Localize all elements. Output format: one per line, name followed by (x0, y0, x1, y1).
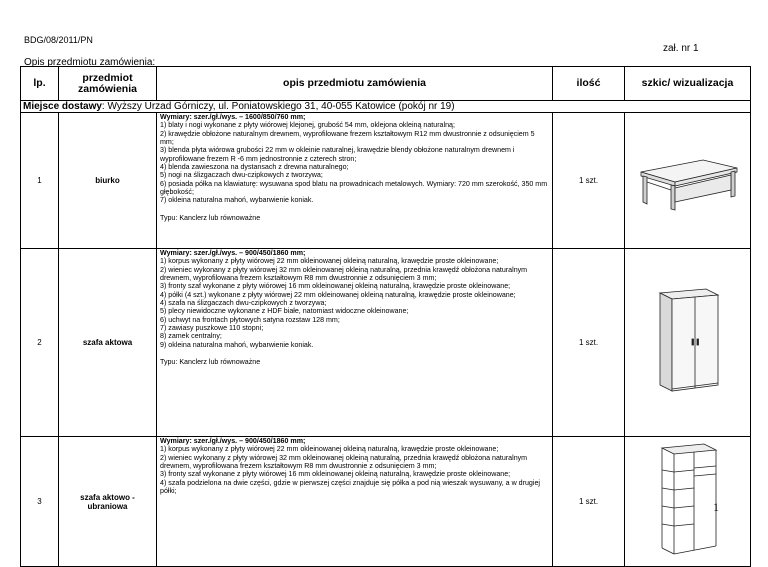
dimensions: Wymiary: szer./gł./wys. – 1600/850/760 mm; (160, 113, 306, 121)
dimensions: Wymiary: szer./gł./wys. – 900/450/1860 mm; (160, 249, 306, 257)
spec-line: 1) korpus wykonany z płyty wiórowej 22 mm okleinowanej okleiną naturalną, krawędzie proste okleinowane; (160, 445, 499, 454)
header-quantity: ilość (553, 67, 625, 101)
spec-line: 2) wieniec wykonany z płyty wiórowej 32 mm okleinowanej okleiną naturalną, przednia krawędź obłożona naturalnym drewnem, wyprofilowana frezem kształtowym R8 mm dwustronnie z odsunięciem 3 mm; (160, 453, 528, 471)
delivery-place (21, 101, 751, 113)
item-description (157, 249, 553, 437)
spec-line: 6) uchwyt na frontach płytowych satyna rozstaw 128 mm; (160, 315, 340, 324)
row-number: 2 (21, 249, 59, 437)
spec-line: 1) korpus wykonany z płyty wiórowej 22 mm okleinowanej okleiną naturalną, krawędzie proste okleinowane; (160, 257, 499, 266)
delivery-address: : Wyższy Urzad Górniczy, ul. Poniatowskiego 31, 40-055 Katowice (pokój nr 19) (101, 101, 455, 112)
cabinet-sketch-icon (648, 285, 728, 395)
spec-line: 4) szafa podzielona na dwie części, gdzie w pierwszej części znajduje się półka a pod nią wieszak wysuwany, a w drugiej półki; (160, 478, 540, 496)
spec-line: 5) nogi na ślizgaczach dwu-czipkowych z tworzywa; (160, 171, 323, 180)
spec-line: 3) blenda płyta wiórowa grubości 22 mm w okleinie naturalnej, krawędzie blendy obłożone naturalnym drewnem i wyprofilowane frezem R -6 mm jednostronnie z czterech stron; (160, 146, 515, 163)
document-code: BDG/08/2011/PN (24, 35, 93, 45)
spec-line: 5) plecy niewidoczne wykonane z HDF białe, natomiast widoczne okleinowane; (160, 307, 409, 316)
delivery-row (21, 101, 751, 113)
spec-line: 3) fronty szaf wykonane z płyty wiórowej 16 mm okleinowanej okleiną naturalną, krawędzie proste okleinowane; (160, 470, 511, 479)
item-name: szafa aktowa (59, 249, 157, 437)
sketch-cell (625, 437, 751, 567)
spec-line: 8) zamek centralny; (160, 332, 222, 341)
item-description (157, 113, 553, 249)
row-number: 3 (21, 437, 59, 567)
spec-line: 4) blenda zawieszona na dystansach z drewna naturalnego; (160, 163, 349, 172)
item-description (157, 437, 553, 567)
type-note: Typu: Kanclerz lub równoważne (160, 213, 261, 222)
item-name: biurko (59, 113, 157, 249)
quantity: 1 szt. (553, 249, 625, 437)
spec-line: 7) okleina naturalna mahoń, wybarwienie koniak. (160, 196, 314, 205)
spec-line: 1) blaty i nogi wykonane z płyty wiórowej klejonej, grubość 54 mm, oklejona okleiną naturalną; (160, 121, 455, 130)
section-title: Opis przedmiotu zamówienia: (24, 57, 156, 68)
header-row (21, 67, 751, 101)
spec-line: 6) posiada półka na klawiaturę: wysuwana spod blatu na prowadnicach metalowych. Wymiary: 720 mm szerokość, 350 mm głębokość; (160, 179, 548, 197)
delivery-label: Miejsce dostawy (23, 101, 102, 112)
table-row (21, 113, 751, 249)
spec-line: 3) fronty szaf wykonane z płyty wiórowej 16 mm okleinowanej okleiną naturalną, krawędzie proste okleinowane; (160, 282, 511, 291)
spec-line: 9) okleina naturalna mahoń, wybarwienie koniak. (160, 340, 314, 349)
header-sketch: szkic/ wizualizacja (625, 67, 751, 101)
quantity: 1 szt. (553, 113, 625, 249)
header-item: przedmiot zamówienia (59, 67, 157, 101)
dimensions: Wymiary: szer./gł./wys. – 900/450/1860 mm; (160, 437, 306, 445)
table-row (21, 437, 751, 567)
spec-line: 2) wieniec wykonany z płyty wiórowej 32 mm okleinowanej okleiną naturalną, przednia krawędź obłożona naturalnym drewnem, wyprofilowana frezem kształtowym R8 mm dwustronnie z odsunięciem 3 mm; (160, 265, 528, 283)
spec-line: 4) półki (4 szt.) wykonane z płyty wiórowej 22 mm okleinowanej okleiną naturalną, krawędzie proste okleinowane; (160, 290, 516, 299)
sketch-cell (625, 249, 751, 437)
type-note: Typu: Kanclerz lub równoważne (160, 358, 261, 367)
sketch-cell (625, 113, 751, 249)
header-description: opis przedmiotu zamówienia (157, 67, 553, 101)
spec-line: 4) szafa na ślizgaczach dwu-czipkowych z tworzywa; (160, 299, 327, 308)
attachment-number: zał. nr 1 (663, 43, 699, 54)
desk-sketch-icon (633, 142, 743, 214)
quantity: 1 szt. (553, 437, 625, 567)
spec-line: 2) krawędzie obłożone naturalnym drewnem, wyprofilowane frezem kształtowym R12 mm dwustronnie z odsunięciem 5 mm; (160, 129, 535, 147)
spec-line: 7) zawiasy puszkowe 110 stopni; (160, 324, 264, 333)
page-number: 1 (713, 500, 719, 514)
table-row (21, 249, 751, 437)
header-lp: lp. (21, 67, 59, 101)
wardrobe-sketch-icon (648, 440, 728, 558)
order-table (20, 66, 751, 567)
item-name: szafa aktowo - ubraniowa (59, 437, 157, 567)
row-number: 1 (21, 113, 59, 249)
